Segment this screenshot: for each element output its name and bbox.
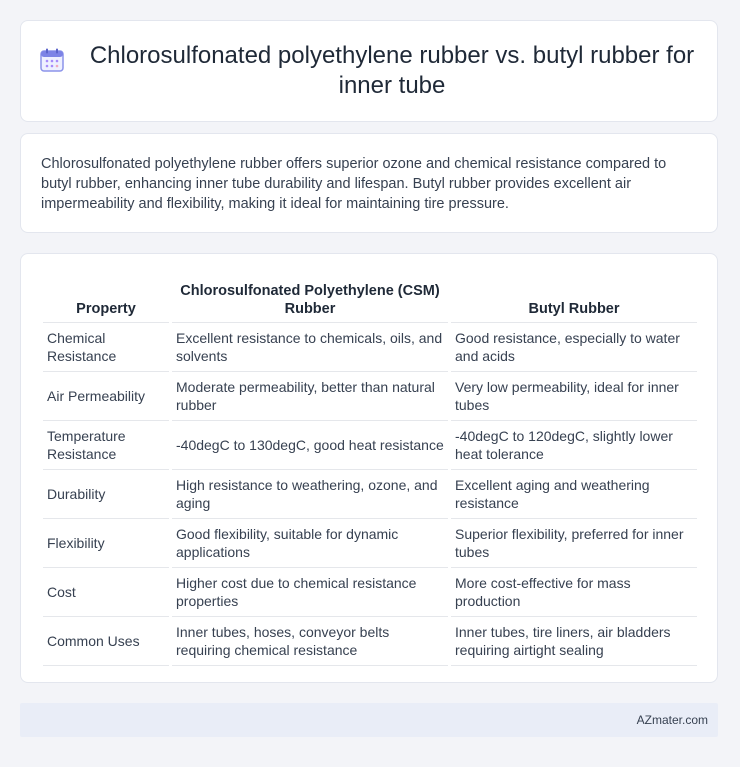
page-title: Chlorosulfonated polyethylene rubber vs. butyl rubber for inner tube <box>89 42 695 99</box>
butyl-cell: More cost-effective for mass production <box>451 568 697 617</box>
property-cell: Common Uses <box>43 617 169 666</box>
table-row <box>43 617 697 666</box>
column-header-property: Property <box>43 274 169 323</box>
summary-text: Chlorosulfonated polyethylene rubber offers superior ozone and chemical resistance compared to butyl rubber, enhancing inner tube durability and lifespan. Butyl rubber provides excellent air impermeability and flexibility, making it ideal for maintaining tire pressure. <box>41 156 667 212</box>
comparison-table <box>40 274 700 666</box>
property-cell: Temperature Resistance <box>43 421 169 470</box>
csm-cell: Inner tubes, hoses, conveyor belts requiring chemical resistance <box>172 617 448 666</box>
butyl-cell: Superior flexibility, preferred for inner tubes <box>451 519 697 568</box>
butyl-cell: Inner tubes, tire liners, air bladders requiring airtight sealing <box>451 617 697 666</box>
table-row <box>43 568 697 617</box>
summary-card <box>20 133 718 233</box>
title-card <box>20 20 718 122</box>
property-cell: Flexibility <box>43 519 169 568</box>
table-row <box>43 519 697 568</box>
property-cell: Cost <box>43 568 169 617</box>
csm-cell: Higher cost due to chemical resistance properties <box>172 568 448 617</box>
property-cell: Air Permeability <box>43 372 169 421</box>
butyl-cell: -40degC to 120degC, slightly lower heat tolerance <box>451 421 697 470</box>
property-cell: Durability <box>43 470 169 519</box>
comparison-table-card <box>20 253 718 683</box>
csm-cell: Moderate permeability, better than natural rubber <box>172 372 448 421</box>
csm-cell: Good flexibility, suitable for dynamic applications <box>172 519 448 568</box>
calendar-icon <box>39 47 65 73</box>
column-header-butyl: Butyl Rubber <box>451 274 697 323</box>
table-row <box>43 323 697 372</box>
table-row <box>43 421 697 470</box>
csm-cell: High resistance to weathering, ozone, and aging <box>172 470 448 519</box>
csm-cell: -40degC to 130degC, good heat resistance <box>172 421 448 470</box>
table-row <box>43 470 697 519</box>
butyl-cell: Good resistance, especially to water and acids <box>451 323 697 372</box>
table-header-row <box>43 274 697 323</box>
property-cell: Chemical Resistance <box>43 323 169 372</box>
butyl-cell: Excellent aging and weathering resistance <box>451 470 697 519</box>
column-header-csm: Chlorosulfonated Polyethylene (CSM) Rubber <box>172 274 448 323</box>
footer-brand: AZmater.com <box>636 713 708 727</box>
footer <box>20 703 718 737</box>
csm-cell: Excellent resistance to chemicals, oils, and solvents <box>172 323 448 372</box>
butyl-cell: Very low permeability, ideal for inner tubes <box>451 372 697 421</box>
table-row <box>43 372 697 421</box>
title-wrap <box>39 41 699 101</box>
